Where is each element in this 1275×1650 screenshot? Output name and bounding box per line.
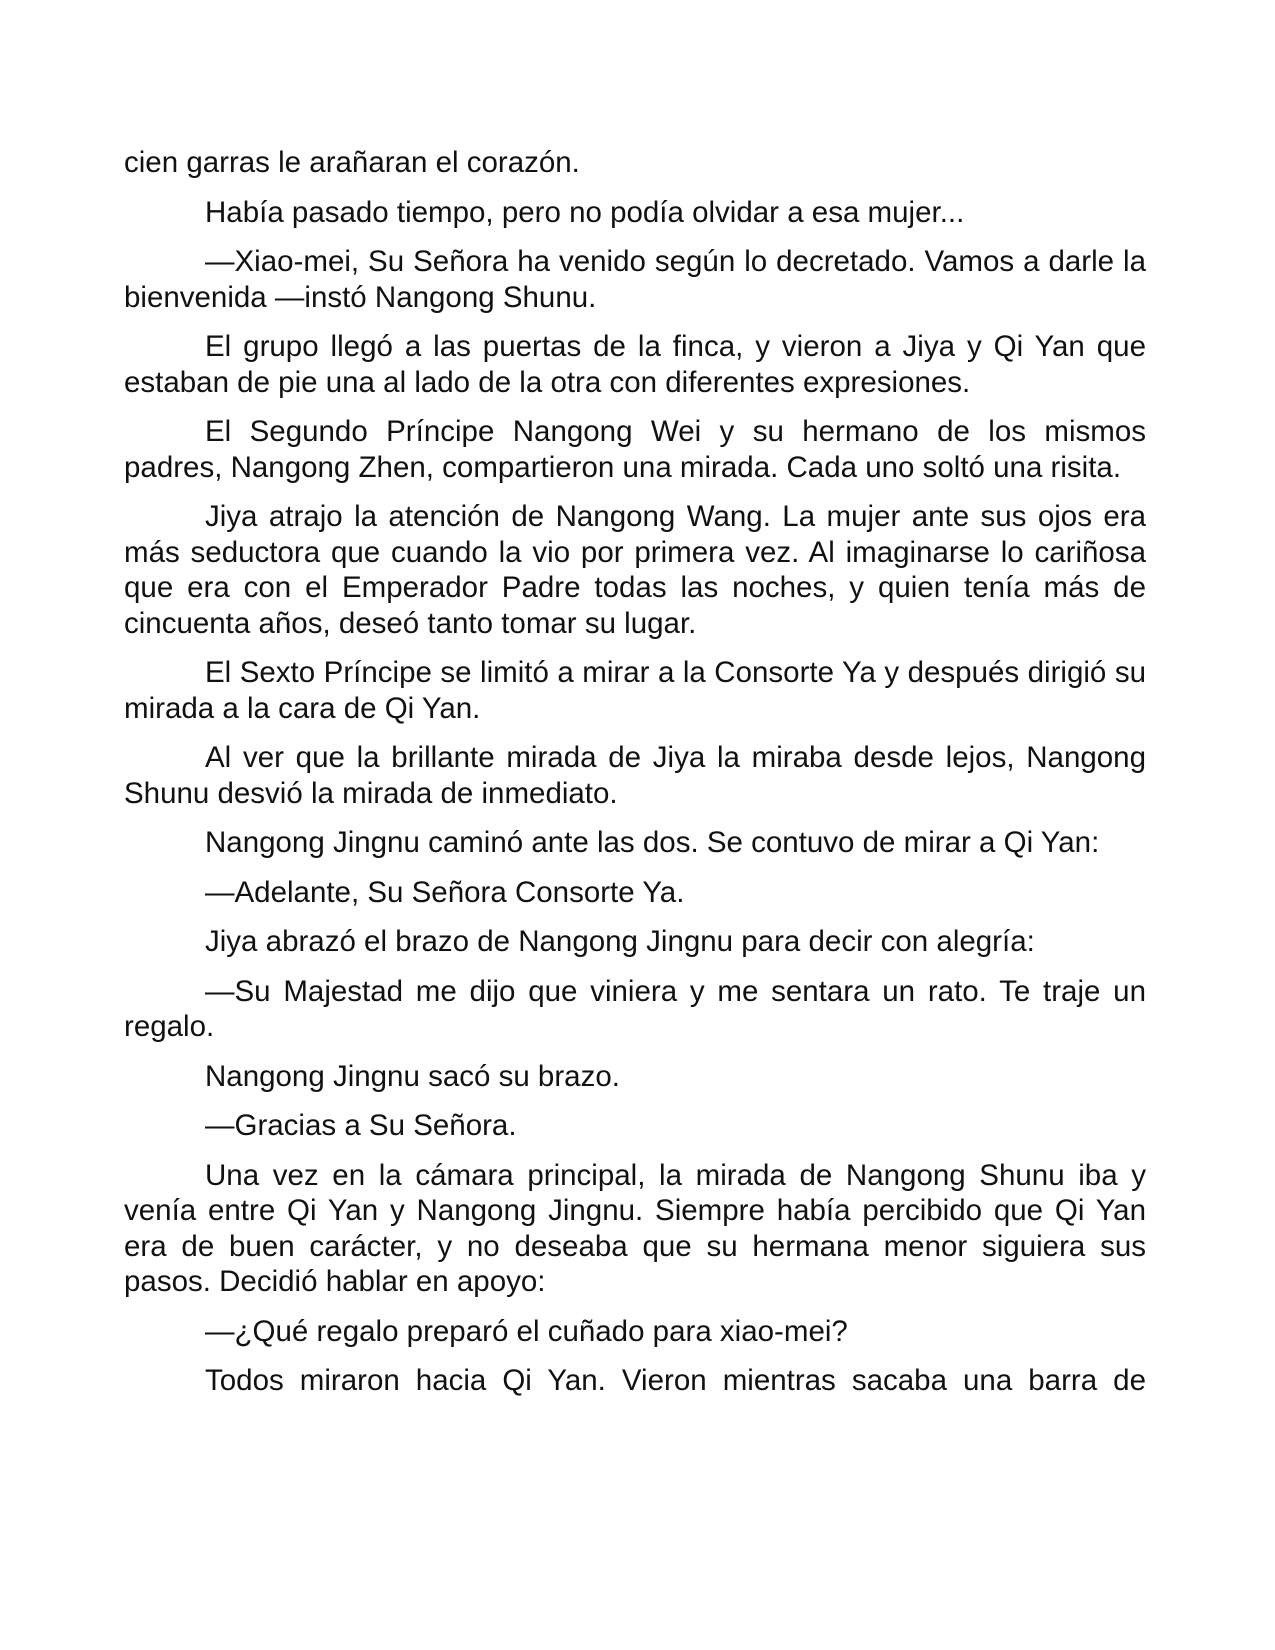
- paragraph: Una vez en la cámara principal, la mirada de Nangong Shunu iba y venía entre Qi Yan y Nangong Jingnu. Siempre había percibido que Qi Yan era de buen carácter, y no deseaba que su hermana menor siguiera sus pasos. Decidió hablar en apoyo:: [124, 1158, 1146, 1298]
- paragraph: —Su Majestad me dijo que viniera y me sentara un rato. Te traje un regalo.: [124, 974, 1146, 1043]
- paragraph: —Adelante, Su Señora Consorte Ya.: [205, 875, 685, 909]
- paragraph: Al ver que la brillante mirada de Jiya la miraba desde lejos, Nangong Shunu desvió la mirada de inmediato.: [124, 741, 1146, 810]
- paragraph: Había pasado tiempo, pero no podía olvidar a esa mujer...: [205, 195, 965, 229]
- paragraph: Jiya abrazó el brazo de Nangong Jingnu para decir con alegría:: [205, 925, 1035, 958]
- paragraph: Nangong Jingnu sacó su brazo.: [205, 1059, 620, 1093]
- paragraph: Nangong Jingnu caminó ante las dos. Se contuvo de mirar a Qi Yan:: [205, 826, 1100, 859]
- paragraph: Todos miraron hacia Qi Yan. Vieron mientras sacaba una barra de: [205, 1364, 1146, 1397]
- paragraph: cien garras le arañaran el corazón.: [124, 146, 580, 179]
- paragraph: El Sexto Príncipe se limitó a mirar a la Consorte Ya y después dirigió su mirada a la cara de Qi Yan.: [124, 656, 1146, 725]
- body-text: [124, 145, 1146, 1413]
- paragraph: —Gracias a Su Señora.: [205, 1109, 517, 1142]
- paragraph: —Xiao-mei, Su Señora ha venido según lo decretado. Vamos a darle la bienvenida —instó Nangong Shunu.: [124, 245, 1146, 314]
- paragraph: Jiya atrajo la atención de Nangong Wang. La mujer ante sus ojos era más seductora que cuando la vio por primera vez. Al imaginarse lo cariñosa que era con el Emperador Padre todas las noches, y quien tenía más de cincuenta años, deseó tanto tomar su lugar.: [124, 500, 1146, 640]
- paragraph: —¿Qué regalo preparó el cuñado para xiao-mei?: [205, 1314, 848, 1348]
- paragraph: El Segundo Príncipe Nangong Wei y su hermano de los mismos padres, Nangong Zhen, compartieron una mirada. Cada uno soltó una risita.: [124, 415, 1146, 484]
- paragraph: El grupo llegó a las puertas de la finca, y vieron a Jiya y Qi Yan que estaban de pie una al lado de la otra con diferentes expresiones.: [124, 330, 1146, 399]
